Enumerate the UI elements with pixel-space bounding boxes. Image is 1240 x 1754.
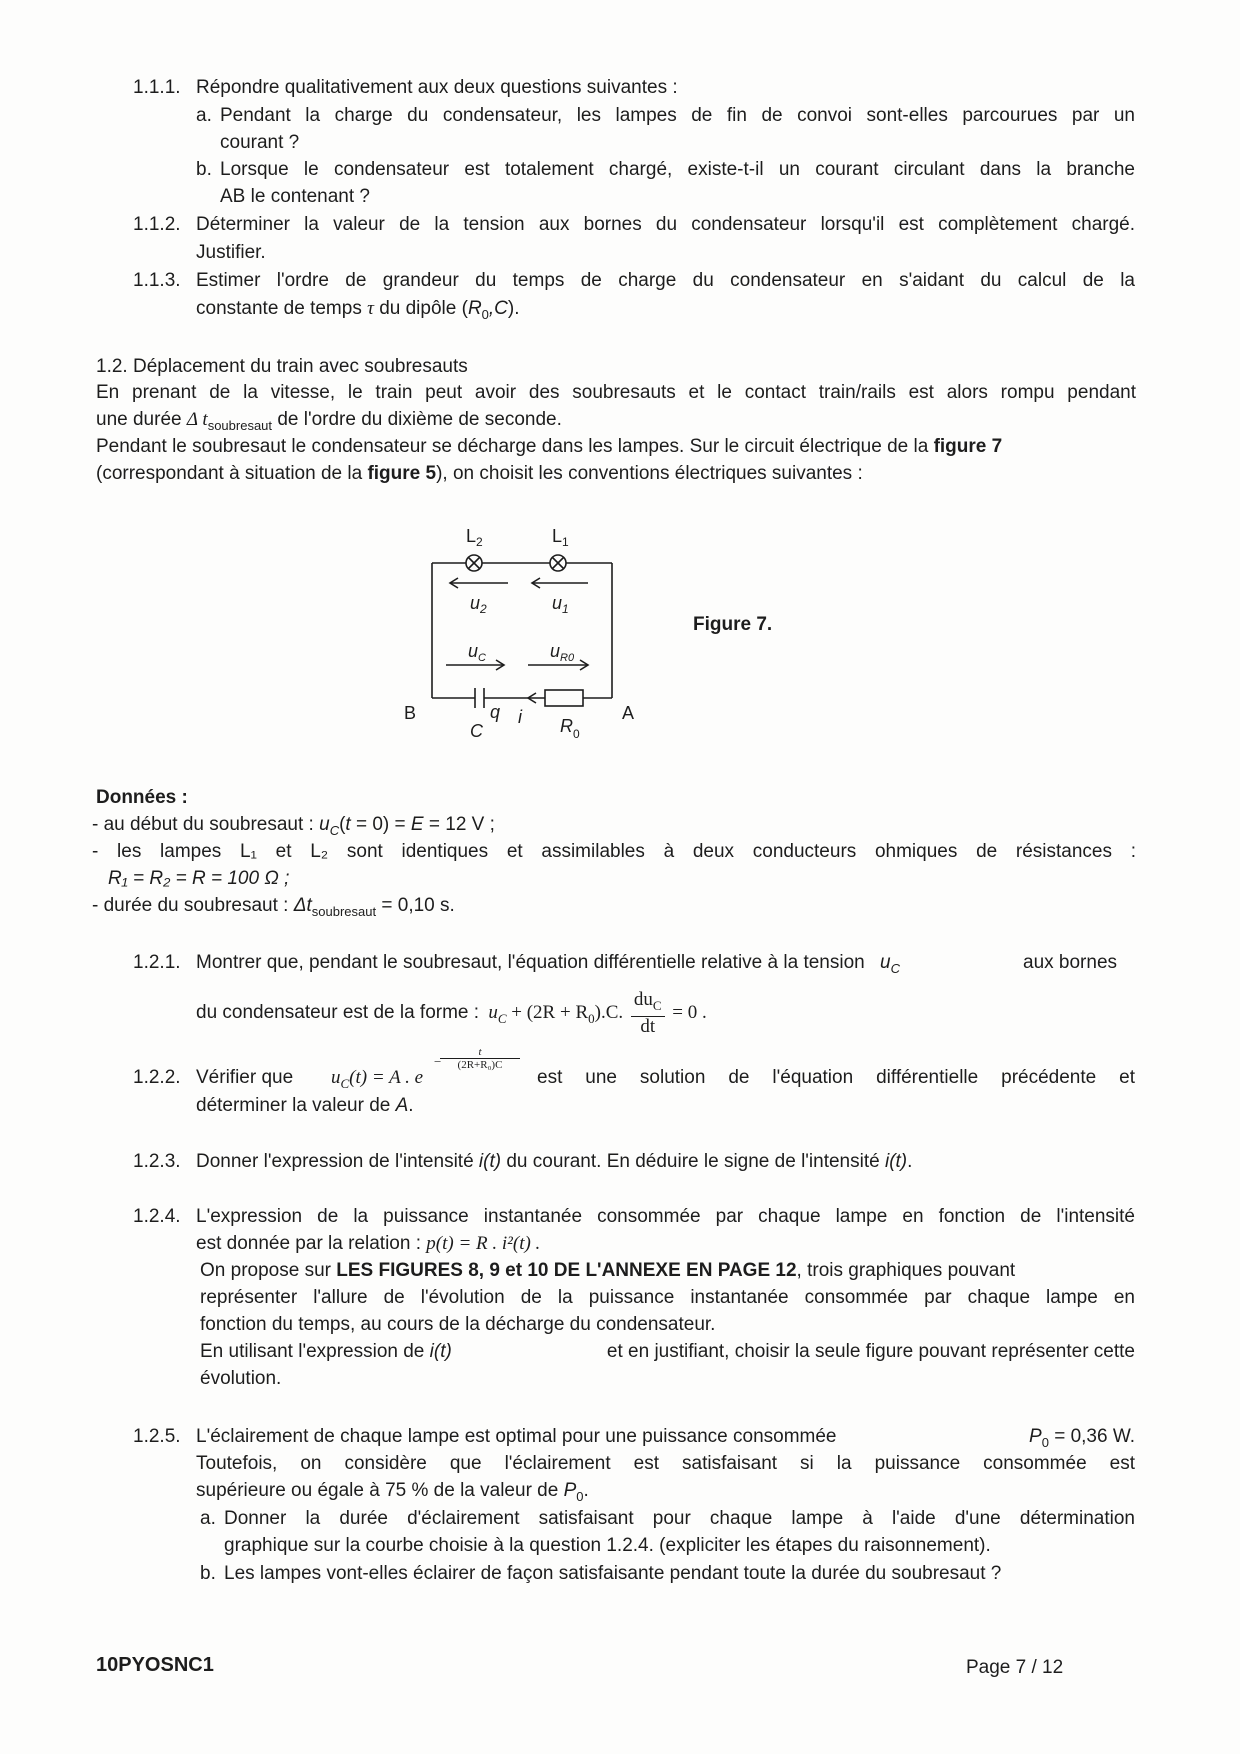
q111-b-line2: AB le contenant ? <box>220 186 370 207</box>
q122-line2: déterminer la valeur de A. <box>196 1095 414 1116</box>
label-u2: $u_2$ <box>470 593 487 616</box>
q111-text: Répondre qualitativement aux deux questions suivantes : <box>196 77 678 98</box>
q112-line2: Justifier. <box>196 242 266 263</box>
label-q: q <box>490 702 501 722</box>
label-R0: $R_0$ <box>560 716 580 741</box>
q121-line1: Montrer que, pendant le soubresaut, l'équation différentielle relative à la tension $u_C$ <box>196 952 900 976</box>
q124-p2-line1: On propose sur LES FIGURES 8, 9 et 10 DE L'ANNEXE EN PAGE 12, trois graphiques pouvant <box>200 1260 1016 1281</box>
q123-number: 1.2.3. <box>133 1151 181 1172</box>
circuit-diagram <box>404 515 650 755</box>
q125-line1: L'éclairement de chaque lampe est optimal pour une puissance consommée $P_0 = 0,36$ W. <box>196 1426 1135 1450</box>
q121-line1-end: aux bornes <box>1023 952 1118 973</box>
tau-symbol: τ <box>367 298 374 319</box>
donnees-title: Données : <box>96 787 188 808</box>
q124-line2: est donnée par la relation : p(t) = R . i²(t) . <box>196 1233 541 1254</box>
donnees-item2-line1: - les lampes L₁ et L₂ sont identiques et assimilables à deux conducteurs ohmiques de résistances : <box>92 841 1136 862</box>
q124-p2-line3: fonction du temps, au cours de la décharge du condensateur. <box>200 1314 716 1335</box>
q124-p3-line2: évolution. <box>200 1368 282 1389</box>
q125-b-line1: Les lampes vont-elles éclairer de façon satisfaisante pendant toute la durée du soubresaut ? <box>224 1563 1002 1584</box>
q125-line3: supérieure ou égale à 75 % de la valeur de $P_0$. <box>196 1480 589 1504</box>
q125-a-label: a. <box>200 1508 216 1529</box>
q124-p3-line1: En utilisant l'expression de i(t) et en justifiant, choisir la seule figure pouvant représenter cette <box>200 1341 1135 1362</box>
node-A: A <box>622 703 635 723</box>
q122-rest: est une solution de l'équation différentielle précédente et <box>537 1067 1135 1088</box>
q122-number: 1.2.2. <box>133 1067 181 1088</box>
q113-line1: Estimer l'ordre de grandeur du temps de charge du condensateur en s'aidant du calcul de la <box>196 270 1135 291</box>
q111-a-line2: courant ? <box>220 132 300 153</box>
differential-equation: $u_C + (2R + R_0).C$. $\frac{du_C}{dt}$ = 0 . <box>488 989 707 1037</box>
q121-number: 1.2.1. <box>133 952 181 973</box>
node-B: B <box>404 703 417 723</box>
donnees-item1: - au début du soubresaut : $u_C(t = 0) = E = 12$ V ; <box>92 814 495 838</box>
q112-line1: Déterminer la valeur de la tension aux bornes du condensateur lorsqu'il est complètement chargé. <box>196 214 1135 235</box>
label-u1: $u_1$ <box>552 593 569 616</box>
donnees-item3: - durée du soubresaut : $\Delta t_{soubresaut} = 0,10$ s. <box>92 895 455 919</box>
s12-p1-line2: une durée Δ $t_{soubresaut}$ de l'ordre du dixième de seconde. <box>96 409 562 433</box>
q122-verif: Vérifier que <box>196 1067 294 1088</box>
donnees-item2-line2: R₁ = R₂ = R = 100 Ω ; <box>108 868 290 889</box>
q113-line2: constante de temps τ du dipôle $(R_0,C)$. <box>196 298 520 322</box>
section-title: 1.2. Déplacement du train avec soubresauts <box>96 356 468 377</box>
q125-number: 1.2.5. <box>133 1426 181 1447</box>
label-C: C <box>470 721 483 741</box>
q125-b-label: b. <box>200 1563 216 1584</box>
q122-expression: $u_C(t) = A$ . e <box>331 1067 424 1091</box>
figure-caption: Figure 7. <box>693 614 773 635</box>
label-i: i <box>518 707 522 727</box>
label-L2: $L_2$ <box>466 526 483 549</box>
q113-number: 1.1.3. <box>133 270 181 291</box>
footer-page-number: Page 7 / 12 <box>966 1657 1064 1678</box>
label-L1: $L_1$ <box>552 526 569 549</box>
q111-number: 1.1.1. <box>133 77 181 98</box>
s12-p1-line1: En prenant de la vitesse, le train peut avoir des soubresauts et le contact train/rails est alors rompu pendant <box>96 382 1136 403</box>
q124-line1: L'expression de la puissance instantanée consommée par chaque lampe en fonction de l'intensité <box>196 1206 1135 1227</box>
footer-code: 10PYOSNC1 <box>96 1654 214 1676</box>
label-uR0: $u_{R0}$ <box>550 641 575 664</box>
q123-text: Donner l'expression de l'intensité i(t) du courant. En déduire le signe de l'intensité i(t). <box>196 1151 913 1172</box>
power-formula: p(t) = R . i²(t) . <box>426 1233 541 1254</box>
s12-p2-line1: Pendant le soubresaut le condensateur se décharge dans les lampes. Sur le circuit électrique de la figure 7 <box>96 436 1003 457</box>
q124-number: 1.2.4. <box>133 1206 181 1227</box>
q111-a-label: a. <box>196 105 212 126</box>
q125-a-line1: Donner la durée d'éclairement satisfaisant pour chaque lampe à l'aide d'une détermination <box>224 1508 1135 1529</box>
q111-a-line1: Pendant la charge du condensateur, les lampes de fin de convoi sont-elles parcourues par un <box>220 105 1135 126</box>
q122-exponent: − t (2R+R₀)C <box>440 1046 520 1071</box>
s12-p2-line2: (correspondant à situation de la figure 5), on choisit les conventions électriques suivantes : <box>96 463 863 484</box>
q124-p2-line2: représenter l'allure de l'évolution de la puissance instantanée consommée par chaque lampe en <box>200 1287 1135 1308</box>
q125-a-line2: graphique sur la courbe choisie à la question 1.2.4. (expliciter les étapes du raisonnement). <box>224 1535 991 1556</box>
q111-b-label: b. <box>196 159 212 180</box>
q111-b-line1: Lorsque le condensateur est totalement chargé, existe-t-il un courant circulant dans la branche <box>220 159 1135 180</box>
q125-line2: Toutefois, on considère que l'éclairement est satisfaisant si la puissance consommée est <box>196 1453 1135 1474</box>
q112-number: 1.1.2. <box>133 214 181 235</box>
q121-line2: du condensateur est de la forme : $u_C + (2R + R_0).C$. $\frac{du_C}{dt}$ = 0 . <box>196 989 707 1037</box>
label-uC: $u_C$ <box>468 641 486 664</box>
